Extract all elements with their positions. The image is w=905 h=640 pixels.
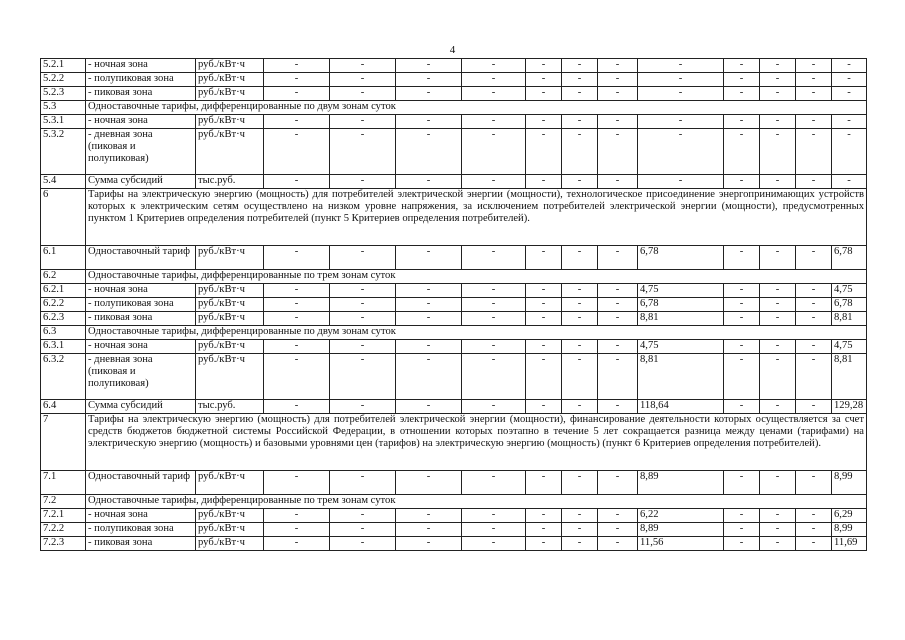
row-number-cell: 5.2.1 <box>41 59 86 73</box>
value-cell: - <box>526 340 562 354</box>
value-cell: 6,78 <box>832 246 867 270</box>
value-cell: - <box>724 471 760 495</box>
row-name-cell: - дневная зона (пиковая и полупиковая) <box>86 354 196 400</box>
value-cell: - <box>462 509 526 523</box>
value-cell: - <box>796 73 832 87</box>
value-cell: - <box>330 87 396 101</box>
row-number-cell: 7.2.2 <box>41 523 86 537</box>
value-cell: - <box>760 298 796 312</box>
value-cell: - <box>598 354 638 400</box>
table-row <box>41 523 867 537</box>
value-cell: - <box>832 175 867 189</box>
value-cell: - <box>462 175 526 189</box>
value-cell: 6,78 <box>832 298 867 312</box>
value-cell: - <box>264 354 330 400</box>
value-cell: - <box>598 298 638 312</box>
row-number-cell: 6.2 <box>41 270 86 284</box>
value-cell: - <box>562 59 598 73</box>
value-cell: 8,81 <box>832 354 867 400</box>
value-cell: - <box>396 284 462 298</box>
value-cell: - <box>796 523 832 537</box>
value-cell: - <box>724 284 760 298</box>
value-cell: - <box>724 115 760 129</box>
value-cell: - <box>598 59 638 73</box>
value-cell: - <box>796 298 832 312</box>
row-name-cell: - пиковая зона <box>86 312 196 326</box>
unit-cell: руб./кВт·ч <box>196 73 264 87</box>
value-cell: - <box>330 175 396 189</box>
value-cell: - <box>562 175 598 189</box>
table-row <box>41 354 867 400</box>
value-cell: - <box>396 537 462 551</box>
value-cell: - <box>598 509 638 523</box>
value-cell: - <box>330 471 396 495</box>
row-name-cell: - полупиковая зона <box>86 523 196 537</box>
value-cell: - <box>562 73 598 87</box>
table-row <box>41 471 867 495</box>
unit-cell: тыс.руб. <box>196 175 264 189</box>
value-cell: - <box>796 115 832 129</box>
value-cell: - <box>760 59 796 73</box>
value-cell: 8,81 <box>832 312 867 326</box>
table-row <box>41 189 867 246</box>
value-cell: - <box>330 59 396 73</box>
value-cell: - <box>526 87 562 101</box>
value-cell: - <box>760 509 796 523</box>
value-cell: - <box>598 312 638 326</box>
value-cell: - <box>330 298 396 312</box>
value-cell: - <box>638 87 724 101</box>
row-number-cell: 6.3 <box>41 326 86 340</box>
section-heading-cell: Одноставочные тарифы, дифференцированные по трем зонам суток <box>86 495 867 509</box>
table-row <box>41 312 867 326</box>
value-cell: - <box>526 298 562 312</box>
row-name-cell: Сумма субсидий <box>86 175 196 189</box>
value-cell: - <box>598 284 638 298</box>
unit-cell: руб./кВт·ч <box>196 312 264 326</box>
value-cell: - <box>462 59 526 73</box>
value-cell: - <box>724 354 760 400</box>
value-cell: - <box>724 59 760 73</box>
value-cell: - <box>396 87 462 101</box>
section-heading-cell: Тарифы на электрическую энергию (мощность) для потребителей электрической энергии (мощности), технологическое присоединение энергопринимающих устройств которых к электрическим сетям осуществлено на низком уровне напряжения, за исключением потребителей электрической энергии (мощности), предусмотренных пунктом 1 Критериев определения потребителей (пункт 5 Критериев определения потребителей). <box>86 189 867 246</box>
value-cell: - <box>330 115 396 129</box>
row-number-cell: 6.1 <box>41 246 86 270</box>
value-cell: - <box>562 340 598 354</box>
page-number: 4 <box>449 44 456 56</box>
value-cell: - <box>562 129 598 175</box>
table-row <box>41 101 867 115</box>
unit-cell: руб./кВт·ч <box>196 509 264 523</box>
value-cell: - <box>526 59 562 73</box>
value-cell: - <box>264 340 330 354</box>
value-cell: 129,28 <box>832 400 867 414</box>
row-name-cell: - полупиковая зона <box>86 298 196 312</box>
value-cell: - <box>760 340 796 354</box>
value-cell: - <box>526 175 562 189</box>
value-cell: - <box>796 246 832 270</box>
value-cell: - <box>396 298 462 312</box>
row-number-cell: 5.2.3 <box>41 87 86 101</box>
value-cell: - <box>330 354 396 400</box>
value-cell: - <box>562 298 598 312</box>
value-cell: - <box>724 298 760 312</box>
table-row <box>41 270 867 284</box>
value-cell: - <box>562 312 598 326</box>
row-number-cell: 6.3.1 <box>41 340 86 354</box>
value-cell: - <box>638 73 724 87</box>
value-cell: - <box>562 471 598 495</box>
value-cell: - <box>796 312 832 326</box>
value-cell: - <box>760 523 796 537</box>
section-heading-cell: Тарифы на электрическую энергию (мощность) для потребителей электрической энергии (мощности), финансирование деятельности которых осуществляется за счет средств бюджетов бюджетной системы Российской Федерации, в отношении которых поэтапно в течение 5 лет сокращается разница между ценами (тарифами) на электрическую энергию (мощность) и базовыми уровнями цен (тарифов) на электрическую энергию (мощность) (пункт 6 Критериев определения потребителей). <box>86 414 867 471</box>
value-cell: - <box>638 175 724 189</box>
value-cell: - <box>396 59 462 73</box>
value-cell: - <box>264 284 330 298</box>
value-cell: - <box>760 354 796 400</box>
value-cell: - <box>462 340 526 354</box>
value-cell: 8,81 <box>638 354 724 400</box>
value-cell: - <box>396 129 462 175</box>
value-cell: - <box>832 87 867 101</box>
row-number-cell: 7.2 <box>41 495 86 509</box>
value-cell: - <box>396 115 462 129</box>
table-row <box>41 87 867 101</box>
value-cell: - <box>264 87 330 101</box>
value-cell: 8,89 <box>638 523 724 537</box>
unit-cell: руб./кВт·ч <box>196 340 264 354</box>
value-cell: - <box>330 537 396 551</box>
value-cell: - <box>526 246 562 270</box>
value-cell: - <box>796 175 832 189</box>
row-name-cell: Одноставочный тариф <box>86 246 196 270</box>
value-cell: - <box>526 523 562 537</box>
table-row <box>41 509 867 523</box>
value-cell: - <box>598 87 638 101</box>
row-number-cell: 6 <box>41 189 86 246</box>
unit-cell: руб./кВт·ч <box>196 115 264 129</box>
value-cell: - <box>796 537 832 551</box>
row-name-cell: - полупиковая зона <box>86 73 196 87</box>
value-cell: 11,56 <box>638 537 724 551</box>
section-heading-cell: Одноставочные тарифы, дифференцированные по двум зонам суток <box>86 101 867 115</box>
value-cell: - <box>396 73 462 87</box>
value-cell: - <box>526 354 562 400</box>
value-cell: - <box>526 400 562 414</box>
row-number-cell: 6.2.3 <box>41 312 86 326</box>
value-cell: - <box>526 471 562 495</box>
value-cell: - <box>724 246 760 270</box>
value-cell: - <box>264 471 330 495</box>
value-cell: - <box>264 400 330 414</box>
row-number-cell: 7.2.1 <box>41 509 86 523</box>
value-cell: - <box>724 400 760 414</box>
value-cell: - <box>264 246 330 270</box>
value-cell: - <box>462 129 526 175</box>
value-cell: - <box>396 523 462 537</box>
row-name-cell: - ночная зона <box>86 115 196 129</box>
value-cell: - <box>598 175 638 189</box>
value-cell: - <box>264 312 330 326</box>
value-cell: - <box>562 354 598 400</box>
value-cell: - <box>562 246 598 270</box>
value-cell: - <box>796 471 832 495</box>
table-row <box>41 246 867 270</box>
value-cell: - <box>264 509 330 523</box>
value-cell: - <box>760 312 796 326</box>
section-heading-cell: Одноставочные тарифы, дифференцированные по трем зонам суток <box>86 270 867 284</box>
value-cell: - <box>462 115 526 129</box>
row-number-cell: 5.3.1 <box>41 115 86 129</box>
value-cell: - <box>462 354 526 400</box>
tariff-table-body <box>41 59 867 551</box>
value-cell: - <box>562 284 598 298</box>
value-cell: - <box>724 129 760 175</box>
value-cell: - <box>796 129 832 175</box>
value-cell: - <box>598 523 638 537</box>
table-row <box>41 537 867 551</box>
value-cell: - <box>760 246 796 270</box>
value-cell: - <box>562 509 598 523</box>
row-number-cell: 5.3 <box>41 101 86 115</box>
value-cell: - <box>526 509 562 523</box>
table-row <box>41 414 867 471</box>
value-cell: - <box>330 73 396 87</box>
value-cell: - <box>796 354 832 400</box>
row-number-cell: 7 <box>41 414 86 471</box>
table-row <box>41 298 867 312</box>
value-cell: - <box>796 59 832 73</box>
row-number-cell: 6.3.2 <box>41 354 86 400</box>
value-cell: - <box>760 284 796 298</box>
value-cell: - <box>526 537 562 551</box>
row-name-cell: - ночная зона <box>86 509 196 523</box>
row-name-cell: - пиковая зона <box>86 87 196 101</box>
row-name-cell: - пиковая зона <box>86 537 196 551</box>
value-cell: - <box>396 175 462 189</box>
tariff-table <box>40 58 867 551</box>
value-cell: - <box>724 175 760 189</box>
value-cell: - <box>760 129 796 175</box>
value-cell: - <box>330 509 396 523</box>
value-cell: - <box>526 115 562 129</box>
value-cell: - <box>264 298 330 312</box>
value-cell: - <box>396 246 462 270</box>
table-row <box>41 59 867 73</box>
value-cell: - <box>724 537 760 551</box>
value-cell: - <box>462 400 526 414</box>
value-cell: 8,81 <box>638 312 724 326</box>
value-cell: 4,75 <box>638 340 724 354</box>
value-cell: - <box>462 298 526 312</box>
value-cell: - <box>638 59 724 73</box>
value-cell: - <box>462 312 526 326</box>
value-cell: - <box>264 129 330 175</box>
value-cell: - <box>330 129 396 175</box>
value-cell: - <box>832 59 867 73</box>
value-cell: 6,78 <box>638 298 724 312</box>
value-cell: - <box>598 73 638 87</box>
unit-cell: руб./кВт·ч <box>196 246 264 270</box>
value-cell: - <box>462 73 526 87</box>
value-cell: 4,75 <box>832 340 867 354</box>
value-cell: - <box>796 87 832 101</box>
value-cell: - <box>396 471 462 495</box>
value-cell: 4,75 <box>832 284 867 298</box>
value-cell: - <box>598 115 638 129</box>
value-cell: - <box>526 129 562 175</box>
value-cell: - <box>598 246 638 270</box>
unit-cell: руб./кВт·ч <box>196 537 264 551</box>
value-cell: - <box>330 523 396 537</box>
table-row <box>41 326 867 340</box>
value-cell: - <box>396 340 462 354</box>
value-cell: - <box>396 509 462 523</box>
value-cell: - <box>330 340 396 354</box>
table-row <box>41 115 867 129</box>
value-cell: - <box>396 312 462 326</box>
value-cell: - <box>264 175 330 189</box>
value-cell: - <box>760 73 796 87</box>
unit-cell: руб./кВт·ч <box>196 284 264 298</box>
value-cell: - <box>760 115 796 129</box>
value-cell: 4,75 <box>638 284 724 298</box>
row-number-cell: 5.3.2 <box>41 129 86 175</box>
value-cell: - <box>264 523 330 537</box>
value-cell: - <box>330 312 396 326</box>
value-cell: 118,64 <box>638 400 724 414</box>
value-cell: 6,29 <box>832 509 867 523</box>
value-cell: - <box>724 73 760 87</box>
value-cell: - <box>462 471 526 495</box>
value-cell: - <box>760 471 796 495</box>
unit-cell: руб./кВт·ч <box>196 59 264 73</box>
table-row <box>41 129 867 175</box>
value-cell: - <box>638 115 724 129</box>
value-cell: - <box>264 115 330 129</box>
value-cell: - <box>562 400 598 414</box>
value-cell: - <box>462 523 526 537</box>
row-name-cell: Сумма субсидий <box>86 400 196 414</box>
value-cell: - <box>396 400 462 414</box>
value-cell: - <box>462 284 526 298</box>
value-cell: - <box>264 537 330 551</box>
table-row <box>41 495 867 509</box>
value-cell: - <box>760 537 796 551</box>
unit-cell: руб./кВт·ч <box>196 298 264 312</box>
value-cell: 8,99 <box>832 471 867 495</box>
row-name-cell: - ночная зона <box>86 340 196 354</box>
table-row <box>41 73 867 87</box>
value-cell: - <box>598 340 638 354</box>
value-cell: - <box>562 537 598 551</box>
value-cell: 8,99 <box>832 523 867 537</box>
value-cell: - <box>638 129 724 175</box>
value-cell: - <box>462 537 526 551</box>
value-cell: - <box>562 87 598 101</box>
row-name-cell: - ночная зона <box>86 59 196 73</box>
value-cell: - <box>724 87 760 101</box>
value-cell: - <box>330 246 396 270</box>
unit-cell: руб./кВт·ч <box>196 523 264 537</box>
value-cell: - <box>462 246 526 270</box>
unit-cell: руб./кВт·ч <box>196 87 264 101</box>
unit-cell: тыс.руб. <box>196 400 264 414</box>
row-number-cell: 6.2.2 <box>41 298 86 312</box>
row-name-cell: - ночная зона <box>86 284 196 298</box>
value-cell: - <box>724 340 760 354</box>
value-cell: - <box>526 73 562 87</box>
row-number-cell: 5.2.2 <box>41 73 86 87</box>
row-number-cell: 7.2.3 <box>41 537 86 551</box>
value-cell: - <box>462 87 526 101</box>
table-row <box>41 284 867 298</box>
value-cell: - <box>760 400 796 414</box>
value-cell: 6,78 <box>638 246 724 270</box>
unit-cell: руб./кВт·ч <box>196 354 264 400</box>
value-cell: - <box>832 129 867 175</box>
value-cell: - <box>598 537 638 551</box>
value-cell: 6,22 <box>638 509 724 523</box>
value-cell: - <box>760 87 796 101</box>
value-cell: - <box>598 129 638 175</box>
value-cell: - <box>264 59 330 73</box>
row-number-cell: 6.2.1 <box>41 284 86 298</box>
row-number-cell: 5.4 <box>41 175 86 189</box>
value-cell: - <box>598 471 638 495</box>
row-number-cell: 6.4 <box>41 400 86 414</box>
value-cell: - <box>724 312 760 326</box>
table-row <box>41 400 867 414</box>
value-cell: - <box>760 175 796 189</box>
value-cell: - <box>562 115 598 129</box>
value-cell: - <box>526 312 562 326</box>
value-cell: - <box>832 73 867 87</box>
unit-cell: руб./кВт·ч <box>196 471 264 495</box>
value-cell: - <box>796 400 832 414</box>
table-row <box>41 175 867 189</box>
value-cell: - <box>796 284 832 298</box>
value-cell: - <box>396 354 462 400</box>
value-cell: - <box>526 284 562 298</box>
table-row <box>41 340 867 354</box>
row-name-cell: - дневная зона (пиковая и полупиковая) <box>86 129 196 175</box>
value-cell: - <box>832 115 867 129</box>
unit-cell: руб./кВт·ч <box>196 129 264 175</box>
value-cell: - <box>796 509 832 523</box>
value-cell: - <box>796 340 832 354</box>
value-cell: 8,89 <box>638 471 724 495</box>
value-cell: - <box>724 523 760 537</box>
value-cell: - <box>330 284 396 298</box>
value-cell: - <box>562 523 598 537</box>
value-cell: - <box>330 400 396 414</box>
row-number-cell: 7.1 <box>41 471 86 495</box>
value-cell: - <box>264 73 330 87</box>
value-cell: 11,69 <box>832 537 867 551</box>
value-cell: - <box>598 400 638 414</box>
section-heading-cell: Одноставочные тарифы, дифференцированные по двум зонам суток <box>86 326 867 340</box>
value-cell: - <box>724 509 760 523</box>
row-name-cell: Одноставочный тариф <box>86 471 196 495</box>
